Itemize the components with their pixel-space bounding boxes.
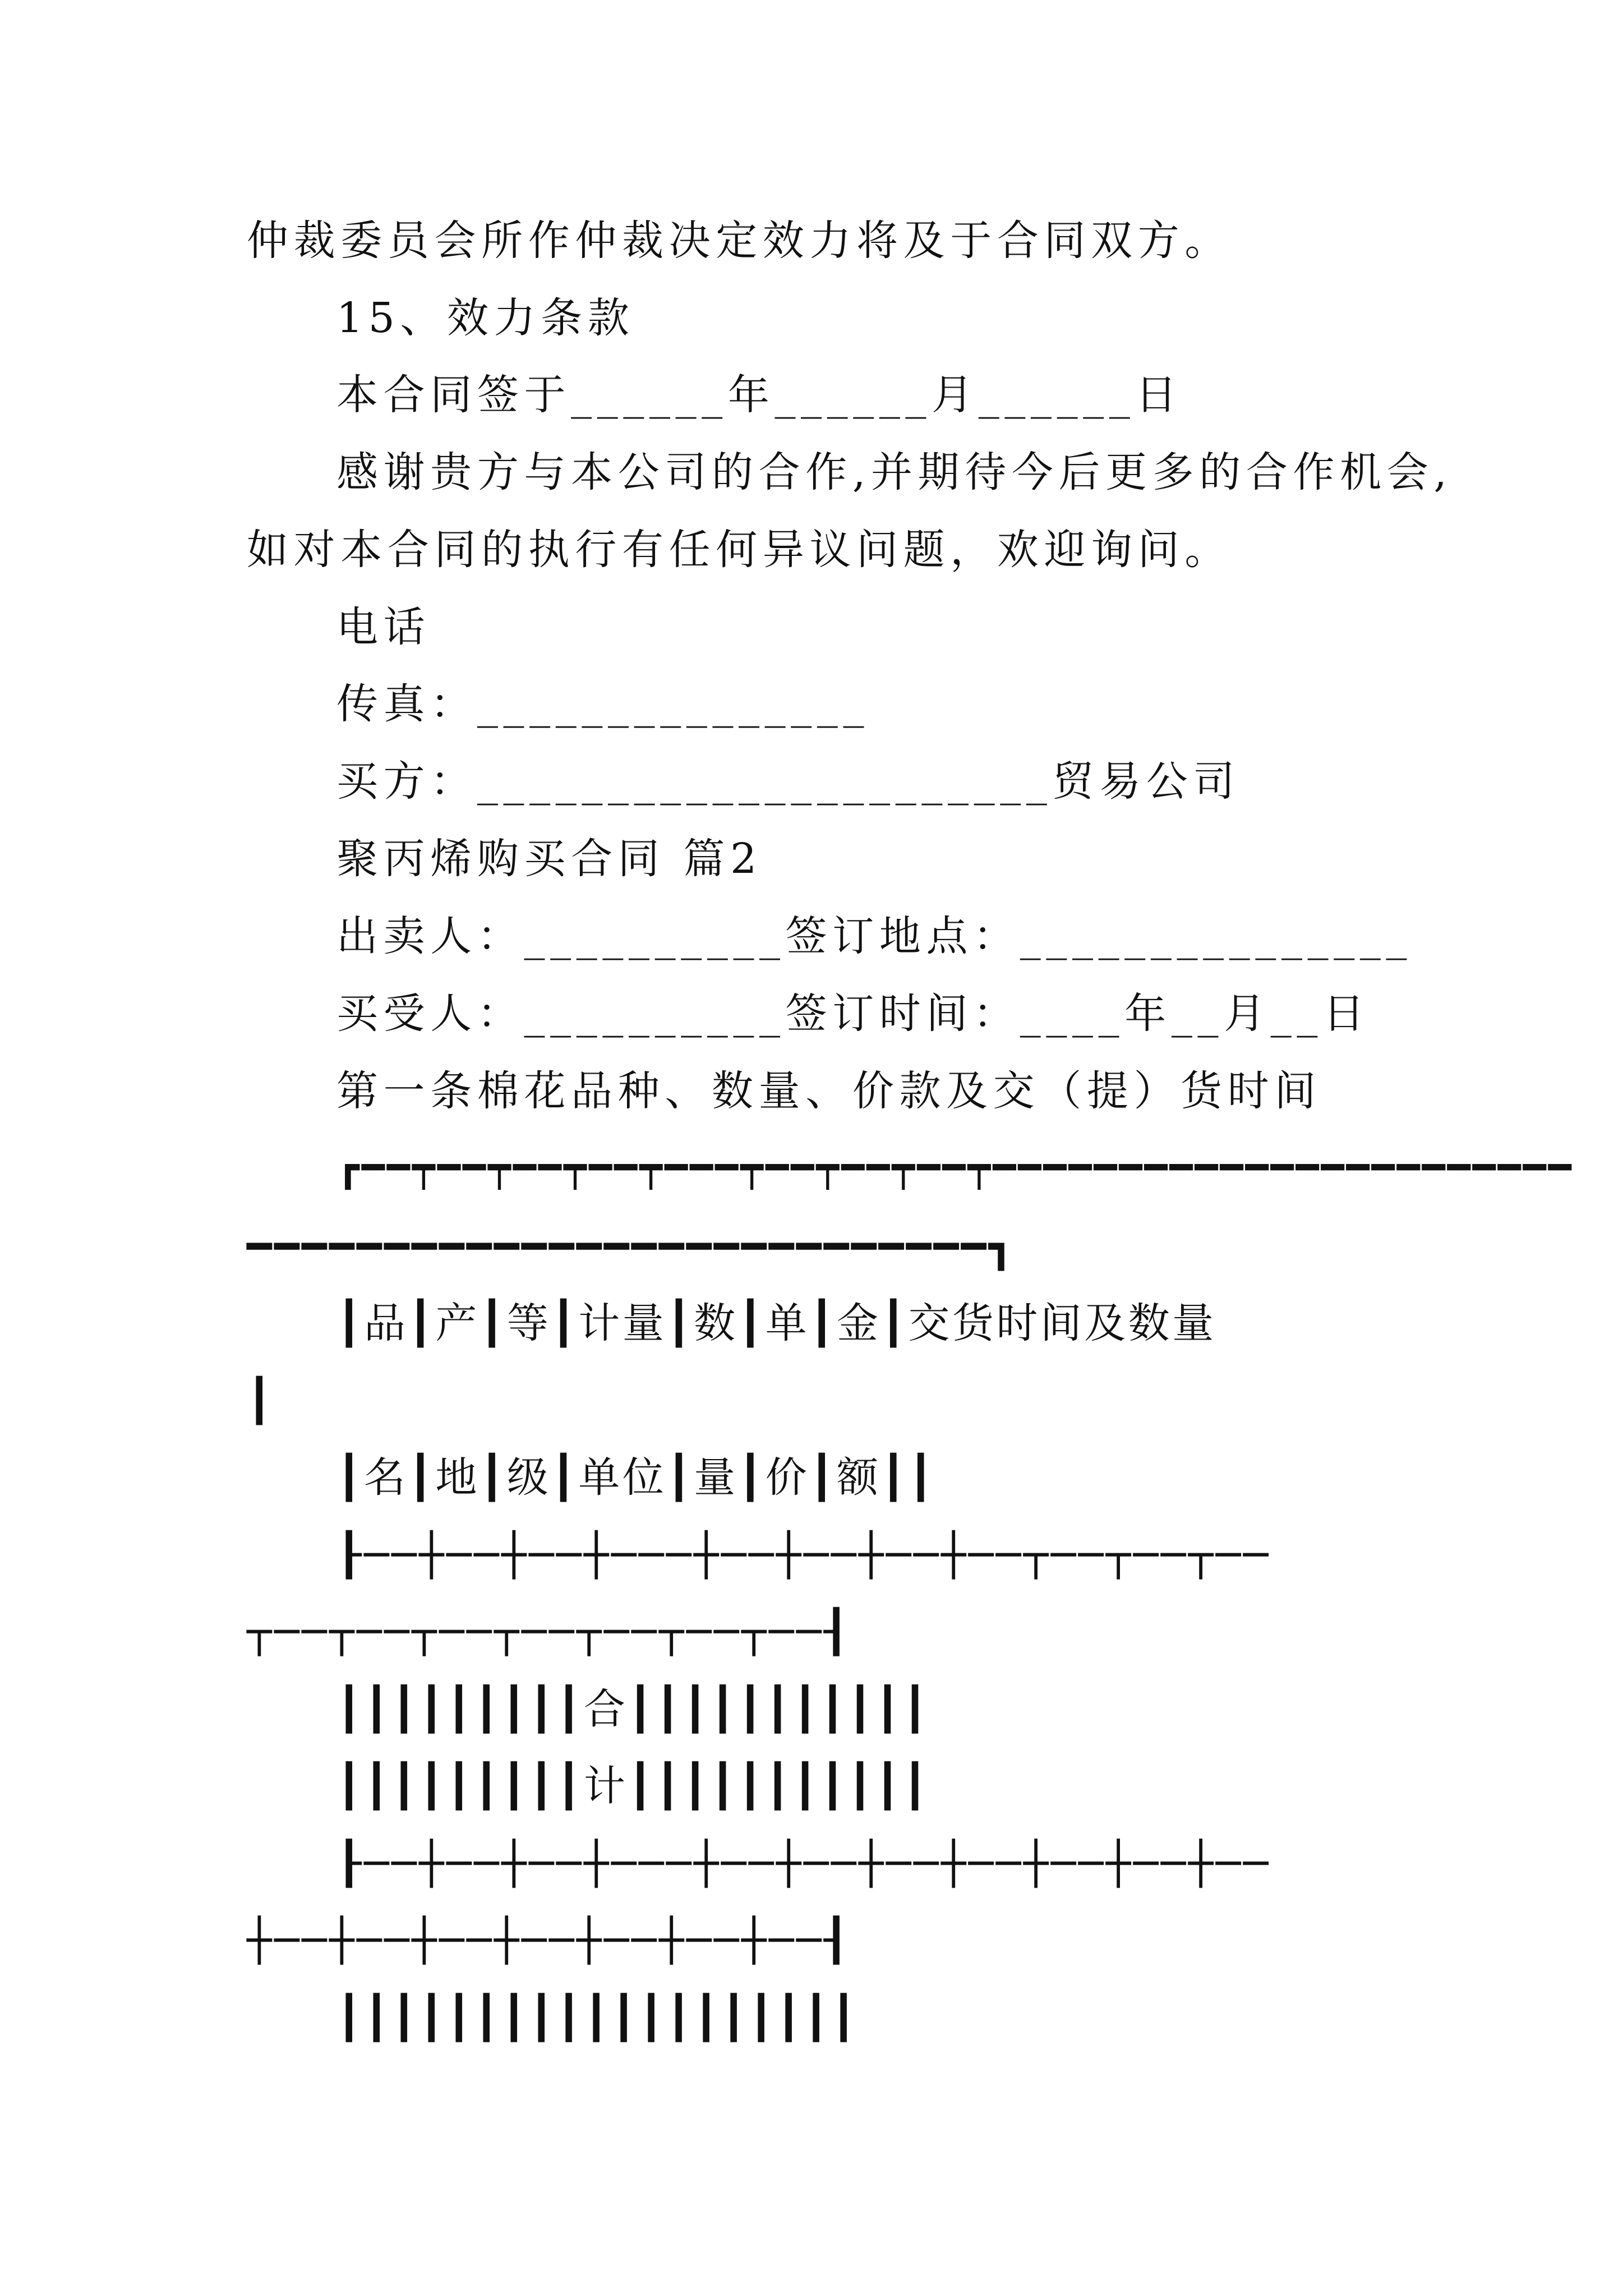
seller-line: 出卖人：__________签订地点：_______________	[336, 912, 1413, 960]
table-header-row-2: ┃名┃地┃级┃单位┃量┃价┃额┃┃	[336, 1453, 936, 1502]
buyer-line: 买方：______________________贸易公司	[336, 757, 1240, 806]
table-divider-2: ┠──┼──┼──┼───┼──┼──┼──┼──┼──┼──┼──	[336, 1839, 1271, 1888]
table-border-top: ┏━━┯━━┯━━┯━━┯━━━┯━━┯━━┯━━┯━━━━━━━━━━━━━━━━━━━━━━━	[336, 1145, 1574, 1190]
table-total-row-1: ┃┃┃┃┃┃┃┃┃合┃┃┃┃┃┃┃┃┃┃┃	[336, 1685, 930, 1733]
article-one-heading: 第一条棉花品种、数量、价款及交（提）货时间	[336, 1067, 1322, 1115]
table-empty-row: ┃┃┃┃┃┃┃┃┃┃┃┃┃┃┃┃┃┃┃	[336, 1994, 859, 2042]
table-header-row-1: ┃品┃产┃等┃计量┃数┃单┃金┃交货时间及数量	[336, 1299, 1216, 1347]
table-divider-2-continued: ┼──┼──┼──┼──┼──┼──┼──┨	[247, 1916, 851, 1964]
table-border-top-continued: ━━━━━━━━━━━━━━━━━━━━━━━━━━━┓	[247, 1222, 1016, 1271]
purchaser-line: 买受人：__________签订时间：____年__月__日	[336, 990, 1370, 1038]
paragraph-line-thanks: 感谢贵方与本公司的合作,并期待今后更多的合作机会,	[336, 448, 1453, 496]
fax-line: 传真：_______________	[336, 680, 870, 728]
table-divider-1-continued: ┬──┬──┬──┬──┬──┬──┬──┨	[247, 1608, 851, 1656]
paragraph-line-arbitration: 仲裁委员会所作仲裁决定效力将及于合同双方。	[247, 217, 1232, 265]
table-header-row-1-continued: ┃	[247, 1377, 274, 1425]
clause-heading-15: 15、效力条款	[336, 294, 635, 342]
signing-date-line: 本合同签于______年______月______日	[336, 371, 1183, 419]
phone-line: 电话	[336, 603, 431, 651]
contract-title: 聚丙烯购买合同 篇2	[336, 835, 762, 883]
table-divider-1: ┠──┼──┼──┼───┼──┼──┼──┼──┬──┬──┬──	[336, 1531, 1271, 1579]
table-total-row-2: ┃┃┃┃┃┃┃┃┃计┃┃┃┃┃┃┃┃┃┃┃	[336, 1762, 930, 1810]
paragraph-line-inquiry: 如对本合同的执行有任何异议问题，欢迎询问。	[247, 526, 1232, 574]
